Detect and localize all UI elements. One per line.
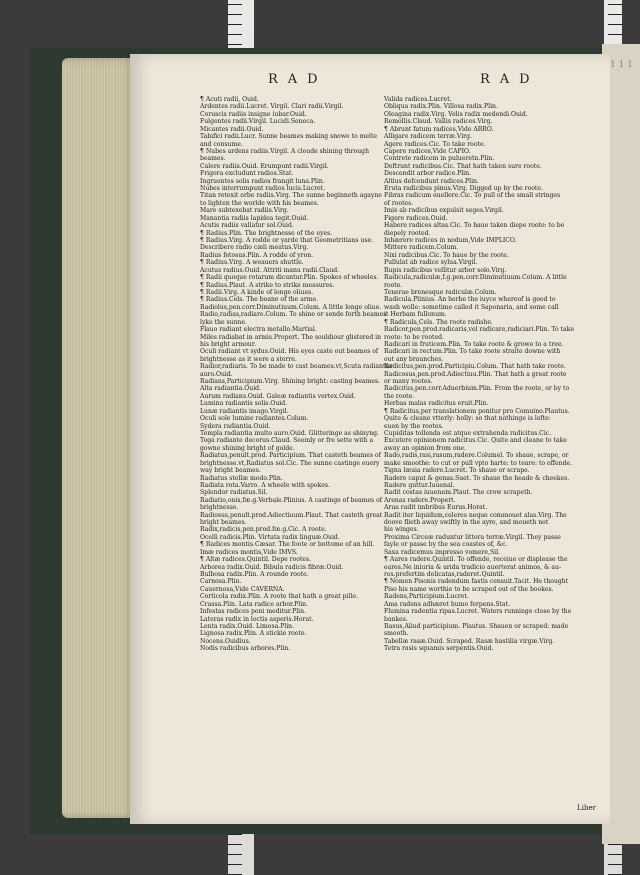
entry-line: Radiosus,penult.prod.Adiectiuum.Plaut. That casteth great [200,511,383,519]
entry-line: Cupiditas tollenda est atque extrahenda radicitus.Cic. [384,429,552,437]
entry-line: Manantia radiis lapidea tegit.Ouid. [200,214,309,222]
entry-line: Radicor,pen.prod.radicaris,vel radicare,radiciari.Plin. To take [384,326,574,334]
entry-line: Radit iter liquidum,celeres neque commouet alas.Virg. The [384,511,567,519]
entry-line: Micantes radii.Ouid. [200,125,264,133]
entry-line: his winges. [384,526,419,534]
entry-line: Contrete radicem in pulueretn.Plin. [384,155,495,163]
entry-line: Radix,radicis,pen.prod.fœ.g.Cic. A roote. [200,526,327,534]
entry-line: brightnesse.vt,Radiatus sol.Cic. The sunne castinge euery [200,459,380,467]
entry-line: Radit costas iuuenum.Plaut. The crow scrapeth. [384,489,533,497]
entry-line: Carnosa.Plin. [200,578,242,586]
entry-line: ¶ Nomen Pisonis radendum fastis censuit.Tacit. He thought [384,578,569,586]
entry-line: Fibras radicum euellere.Cic. To pull of the small stringes [384,192,561,200]
entry-line: Radicula.Plinius. An herbe the iuyce whereof is good to [384,296,556,304]
entry-line: Radiolus,pen.corr.Diminutiuum.Colum. A little longe oliue. [200,303,382,311]
scale-tick [608,4,622,5]
entry-line: auro.Ouid. [200,370,233,378]
entry-line: ¶ Nubes ardens radiis.Virgil. A cloude shining through [200,147,370,155]
entry-line: bankes. [384,615,408,623]
entry-line: Rado,radis,rasi,rasum,radere.Columel. To shaue, scrape, or [384,452,569,460]
entry-line: Habere radices altas.Cic. To haue taken diepe roote: to be [384,222,565,230]
entry-line: Alligare radicem terræ.Virg. [384,133,472,141]
entry-line: ¶ Radicitus,per translationem ponitur pro Comuino.Plautus. [384,407,570,415]
entry-line: Miles radiabat in armis.Propert. The souldiour glistered in [200,333,382,341]
scale-tick [228,24,242,25]
scale-tick [608,14,622,15]
entry-line: euen by the rootes. [384,422,444,430]
entry-line: or many rootes. [384,378,433,386]
scale-tick [228,844,242,845]
entry-line: Radicari in rectum.Plin. To take roote straite downe with [384,348,561,356]
book-fore-edge [62,58,136,818]
entry-line: Describere radio cæli meatus.Virg. [200,244,309,252]
entry-line: Oleagina radix.Virg. Velis radix medendi.Ouid. [384,110,528,118]
entry-line: ¶ Radius.Plin. The brightnesse of the eyes. [200,229,333,237]
entry-line: fayle or passe by the sea coastes of, &c. [384,541,508,549]
entry-line: Ocelli radicis.Plin. Virtuta radix linguæ.Ouid. [200,533,340,541]
entry-line: wash wolle: sometime called it Saponaria, and some call [384,303,559,311]
entry-line: Bulbosa radix.Plin. A rounde roote. [200,571,309,578]
entry-line: Aurum radians.Ouid. Galeæ radiantis vertex.Ouid. [200,392,356,400]
entry-line: Rupis radicibus vellitur arbor solo.Virg. [384,266,507,274]
entry-line: Herbas malas radicitus eruit.Plin. [384,400,489,408]
entry-line: Nocens.Ouidius. [200,637,251,645]
adjacent-page-marks: 1 1 1 [610,60,633,70]
entry-line: Imis ab radicibus expulsit seges.Virgil. [384,207,504,215]
entry-line: Radere caput & genas.Suet. To shaue the heade & cheekes. [384,474,570,482]
entry-line: eares.Ne iniuria & arida tradicio auerterat animos, & au- [384,563,562,571]
entry-line: ¶ Acuti radii, Ouid. [200,96,259,103]
catchword: Liber [577,804,596,812]
scale-tick [228,4,242,5]
entry-line: brightnesse as it were a sterre. [200,355,297,363]
entry-line: ¶ Radius.Plaut. A strike to strike measures. [200,281,335,289]
entry-line: of rootes. [384,199,414,207]
entry-line: Flauo radiant electra metallo.Martial. [200,326,317,334]
entry-line: out any braunches. [384,355,444,363]
entry-line: Arborea radix.Ouid. Bibula radicis fibræ.Ouid. [200,563,344,571]
running-head-left: RAD [268,72,328,87]
entry-line: the roote. [384,392,415,400]
entry-line: brightnesse. [200,504,239,512]
entry-line: Fulgentes radii.Virgil. Lucidi.Seneca. [200,118,316,126]
entry-line: ¶ Radius.Virg. A rodde or yarde that Geometritians use. [200,237,374,245]
dictionary-page [130,54,610,824]
entry-line: gowne shining bright of golde. [200,444,295,452]
entry-line: Frigora excludunt radios.Stat. [200,170,294,178]
entry-line: Oculi radiant vt sydus.Ouid. His eyes caste out beames of [200,348,379,356]
right-column [384,96,610,653]
entry-line: Nodis radicibus arbores.Plin. [200,645,291,653]
entry-line: Saxa radicemus impresso vomere,Sil. [384,548,500,556]
entry-line: Infestas radices poni meditur.Plin. [200,608,306,616]
entry-line: Descendit arbor radice.Plin. [384,170,471,178]
entry-line: Tetra rasis squamis serpentis.Ouid. [384,645,494,653]
scale-tick [228,834,242,835]
entry-line: Toga radiante decorus.Claud. Seemly or fre sette with a [200,437,374,445]
scale-tick [228,34,242,35]
entry-line: Cauernosa,Vide CAVERNA. [200,585,285,593]
entry-line: Radere guttur.Iuuenal. [384,481,455,489]
entry-line: Radians,Participium.Virg. Shining bright: casting beames. [200,378,381,386]
scale-tick [228,854,242,855]
entry-line: make smoothe: to cut or pull vpto harte: to teare: to offende. [384,459,573,467]
entry-line: Deftrunt radicibus.Cic. That hath taken sure roote. [384,162,542,170]
entry-line: Lenta radix.Ouid. Limosa.Plin. [200,622,295,630]
entry-line: Radiatio,onis,fæ.g.Verbale.Plinius. A castinge of beames of [200,496,383,504]
entry-line: Tabifici radii.Lucr. Sunne beames making snowe to melte [200,133,378,141]
entry-line: Ama radens adhæret humo ferpens.Stat. [384,600,511,608]
scale-tick [228,44,242,45]
entry-line: beames. [200,155,226,163]
entry-line: lyke the sunne. [200,318,247,326]
entry-line: Radicitus,pen.prod.Participiu.Colum. That hath take roote. [384,363,566,371]
entry-line: Lignosa radix.Plin. A stickie roote. [200,630,307,638]
entry-line: Radio,radias,radiare.Colum. To shine or sende forth beames [200,311,387,319]
entry-line: Templa radiantia multo auro.Ouid. Glitteringe as shinyng. [200,429,379,437]
entry-line: Mittere radicem.Colum. [384,244,459,252]
entry-line: ¶ Radii quoque rotarum dicuntur.Plin. Spokes of wheeles. [200,274,379,282]
entry-line: Lunæ radiantis imago.Virgil. [200,407,289,415]
entry-line: Corticola radix.Plin. A roote that hath a great pille. [200,593,358,601]
entry-line: Acutis radiis vallatur sol.Ouid. [200,222,294,230]
entry-line: Calere radiis.Ouid. Erumpunt radii.Virgil. [200,162,329,170]
entry-line: roote: to be rooted. [384,333,444,341]
scale-tick [608,844,622,845]
entry-line: Ardentes radii.Lucret. Virgil. Clari radii.Virgil. [200,103,344,111]
entry-line: Obliqua radix.Plin. Villosa radix.Plin. [384,103,498,111]
scale-tick [228,864,242,865]
entry-line: ¶ Radices montis.Cæsar. The foote or bottome of an hill. [200,541,375,549]
entry-line: ¶ Radius.Virg. A weauers shuttle. [200,259,304,267]
entry-line: Tenerae brenesque radiculæ.Colum. [384,288,497,296]
entry-line: Oculi sole lumine radiantes.Colum. [200,415,309,423]
entry-line: Tigna læuia radere.Lucret. To shaue or scrape. [384,467,530,475]
entry-line: diepely rooted. [384,229,431,237]
entry-line: bright beames. [200,519,247,527]
entry-line: Radicitus,pen.corr.Aduerbium.Plin. From the roote, or by to [384,385,570,393]
entry-line: and consume. [200,140,243,148]
scale-tick [608,864,622,865]
entry-line: res.prefertim delicatas,raderet.Quintil. [384,571,505,578]
entry-line: smooth. [384,630,409,638]
entry-line: Radicula,radiculæ,f.g.pen.corr.Diminutiuum.Colum. A little [384,274,567,282]
entry-line: Proxima Circeæ raduntur littora terræ.Virgil. They passe [384,533,561,541]
entry-line: ¶ Aures radere.Quintil. To offende, receiue or displease the [384,556,568,564]
entry-line: Radiatus stellæ modo.Plin. [200,474,283,482]
entry-line: Acutus radius.Ouid. Attriti manu radii.Claud. [200,266,340,274]
scale-tick [228,14,242,15]
entry-line: Lumina radiantis solis.Ouid. [200,400,288,408]
entry-line: Arenas radere.Propert. [384,496,456,504]
entry-line: Titan retexit orbe radiis.Virg. The sunne beginneth agayne [200,192,382,200]
entry-line: Tabellæ rasæ.Ouid. Scraped. Rasæ hastilia virgæ.Virg. [384,637,555,645]
entry-line: Sydera radiantia.Ouid. [200,422,271,430]
entry-line: Inhærere radices in nodum,Vide IMPLICO. [384,237,517,245]
entry-line: Splendor radiatus.Sil. [200,489,268,497]
entry-line: ¶ Altæ radices.Quintil. Depe rootes. [200,556,312,564]
entry-line: away an opinion from one. [384,444,466,452]
entry-line: ¶ Radicula,Cels. The roote radishe. [384,318,493,326]
scale-tick [608,24,622,25]
entry-line: Coruscis radiis insigne iubar.Ouid. [200,110,307,118]
entry-line: it Herbam fullonum. [384,311,447,319]
entry-line: doove flieth away swiftly in the ayre, and moueth not [384,519,549,527]
entry-line: Altius defcendunt radices.Plin. [384,177,479,185]
entry-line: Nixi radicibus.Cic. To haue by the roote. [384,251,509,259]
entry-line: Radiatus,penult.prod. Participium. That casteth beames of [200,452,381,460]
entry-line: roote. [384,281,403,289]
entry-line: Agere radices.Cic. To take roote. [384,140,486,148]
entry-line: ¶ Radius.Cels. The boane of the arme. [200,296,319,304]
entry-line: Alta radiantia.Ouid. [200,385,261,393]
entry-line: Radens,Participium.Lucret. [384,593,469,601]
entry-line: Pullulat ab radice sylua.Virgil. [384,259,478,267]
entry-line: Ingruentes solis radios frangit luna.Plin. [200,177,325,185]
entry-line: Rasus,Aliud participium. Plautus. Shauen or scraped: made [384,622,569,630]
scale-tick [608,854,622,855]
entry-line: Quite & cleane vtterly: holly: so that nothinge is lefte: [384,415,551,423]
entry-line: Radior,radiaris. To be made to cast beames.vt,Scuta radiantur [200,363,393,371]
entry-line: Nubes interrumpunt radios lucis.Lucret. [200,185,326,193]
entry-line: Excutere opinionem radicitus.Cic. Quite and cleane to take [384,437,567,445]
entry-line: Flumina radentia ripas.Lucret. Waters runninge close by the [384,608,572,616]
entry-line: Imæ radices montis,Vide IMVS. [200,548,298,556]
entry-line: his bright armour. [200,340,257,348]
entry-line: Figere radices.Ouid. [384,214,448,222]
entry-line: way bright beames. [200,467,261,475]
entry-line: ¶ Abrunt fatum radices,Vide ABRO. [384,125,494,133]
scale-tick [608,34,622,35]
entry-line: ¶ Radii.Virg. A kinde of longe oliues. [200,288,314,296]
entry-line: Valida radices.Lucret. [384,96,452,103]
entry-line: Capere radices,Vide CAPIO. [384,147,471,155]
entry-line: Radiata rota.Varro. A wheele with spokes. [200,481,330,489]
entry-line: Piso his name worthie to be scraped out of the bookes. [384,585,554,593]
running-head-right: RAD [480,72,540,87]
entry-line: Mare subtexebat radiis.Virg. [200,207,289,215]
entry-line: Radicari in fruticem.Plin. To take roote & growe to a tree. [384,340,564,348]
entry-line: Remollis.Claud. Vallis radices.Virg. [384,118,493,126]
entry-line: Eruta radicibus pinus.Virg. Digged up by the roote. [384,185,543,193]
entry-line: to lighten the worlde with his beames. [200,199,319,207]
entry-line: Lateras radix in loctis asperis.Horat. [200,615,314,623]
entry-line: Radius fetosus.Plin. A rodde of yron. [200,251,314,259]
entry-line: Radicosus,pen.prod.Adiectiuu.Plin. That hath a great roote [384,370,567,378]
entry-line: Crassa.Plin. Lata radice arbor.Plin. [200,600,309,608]
entry-line: Arua radit imbribus Eurus.Horat. [384,504,488,512]
